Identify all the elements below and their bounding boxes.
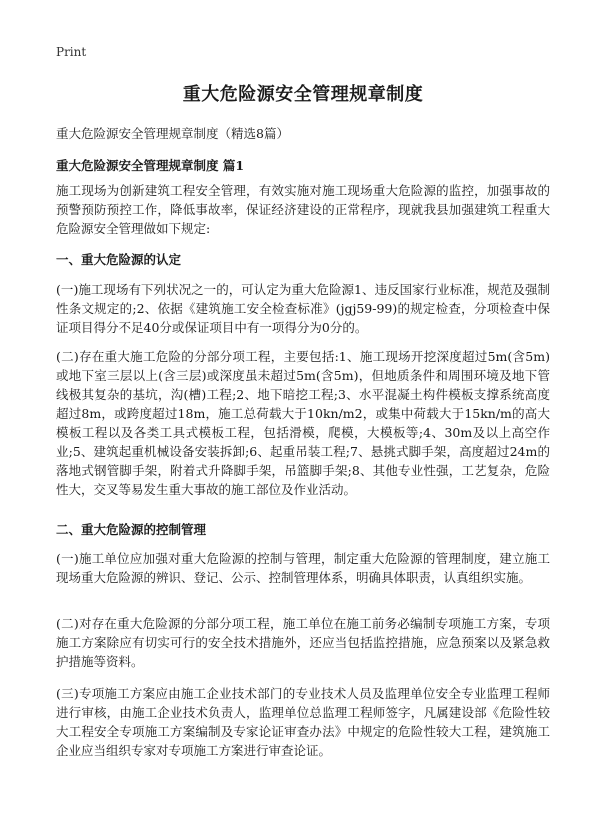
article-heading: 重大危险源安全管理规章制度 篇1 bbox=[56, 158, 245, 173]
document-title: 重大危险源安全管理规章制度 bbox=[182, 84, 424, 105]
section2-paragraph-3: (三)专项施工方案应由施工企业技术部门的专业技术人员及监理单位安全专业监理工程师进行审核，由施工企业技术负责人，监理单位总监理工程师签字，凡属建设部《危险性较大工程安全专项施工方案编制及专家论证审查办法》中规定的危险性较大工程，建筑施工企业应当组织专家对专项施工方案进行审查论证。 bbox=[56, 686, 550, 758]
section1-paragraph-2: (二)存在重大施工危险的分部分项工程，主要包括:1、施工现场开挖深度超过5m(含5m)或地下室三层以上(含三层)或深度虽未超过5m(含5m)，但地质条件和周围环境及地下管线极其复杂的基坑，沟(槽)工程;2、地下暗挖工程;3、水平混凝土构件模板支撑系统高度超过8m，或跨度超过18m，施工总荷载大于10kn/m2，或集中荷载大于15kn/m的高大模板工程以及各类工具式模板工程，包括滑模，爬模，大模板等;4、30m及以上高空作业;5、建筑起重机械设备安装拆卸;6、起重吊装工程;7、悬挑式脚手架，高度超过24m的落地式钢管脚手架，附着式升降脚手架，吊篮脚手架;8、其他专业性强，工艺复杂，危险性大，交叉等易发生重大事故的施工部位及作业活动。 bbox=[56, 349, 550, 497]
print-label[interactable]: Print bbox=[56, 45, 87, 59]
section2-heading: 二、重大危险源的控制管理 bbox=[56, 522, 207, 537]
document-subtitle: 重大危险源安全管理规章制度（精选8篇） bbox=[56, 126, 289, 141]
intro-paragraph: 施工现场为创新建筑工程安全管理，有效实施对施工现场重大危险源的监控，加强事故的预警预防预控工作，降低事故率，保证经济建设的正常程序，现就我县加强建筑工程重大危险源安全管理做如下规定: bbox=[56, 183, 550, 236]
section1-paragraph-1: (一)施工现场有下列状况之一的，可认定为重大危险源1、违反国家行业标准，规范及强制性条文规定的;2、依据《建筑施工安全检查标准》(jgj59-99)的规定检查，分项检查中保证项目得分不足40分或保证项目中有一项得分为0分的。 bbox=[56, 282, 550, 335]
section1-heading: 一、重大危险源的认定 bbox=[56, 252, 182, 267]
section2-paragraph-2: (二)对存在重大危险源的分部分项工程，施工单位在施工前务必编制专项施工方案，专项施工方案除应有切实可行的安全技术措施外，还应当包括监控措施，应急预案以及紧急救护措施等资料。 bbox=[56, 616, 550, 669]
section2-paragraph-1: (一)施工单位应加强对重大危险源的控制与管理，制定重大危险源的管理制度，建立施工现场重大危险源的辨识、登记、公示、控制管理体系，明确具体职责，认真组织实施。 bbox=[56, 551, 550, 585]
